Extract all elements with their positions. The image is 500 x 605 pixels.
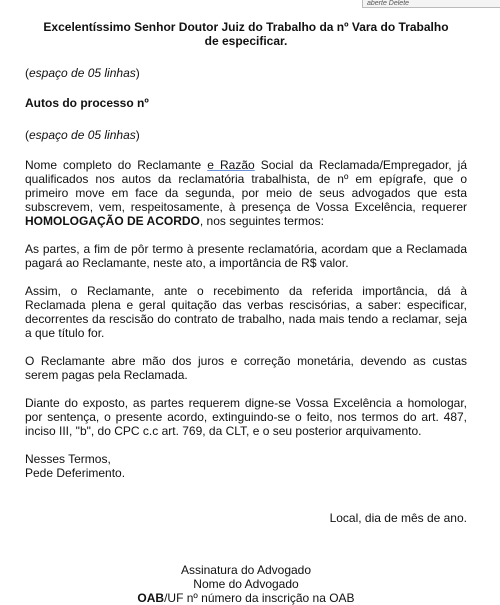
closing-block	[25, 452, 467, 480]
header-line-1: Excelentíssimo Senhor Doutor Juiz do Trabalho da nº Vara do Trabalho	[43, 20, 449, 34]
closing-line-1: Nesses Termos,	[25, 452, 111, 466]
intro-bold-request: HOMOLOGAÇÃO DE ACORDO	[25, 214, 200, 228]
header-line-2: de especificar.	[204, 34, 288, 48]
toolbar-strip: aberte Delete	[362, 0, 500, 8]
signature-line-3	[25, 591, 467, 605]
spacing-note-1-text: espaço de 05 linhas	[29, 66, 136, 80]
oab-text: /UF nº número da inscrição na OAB	[164, 591, 355, 605]
local-date: Local, dia de mês de ano.	[329, 511, 467, 525]
intro-part-a: Nome completo do Reclamante	[25, 158, 208, 172]
paragraph-intro	[25, 158, 467, 228]
spacing-note-1: (espaço de 05 linhas)	[25, 66, 140, 80]
signature-line-2: Nome do Advogado	[193, 577, 299, 591]
closing-line-2: Pede Deferimento.	[25, 466, 126, 480]
signature-block	[25, 563, 467, 605]
paragraph-interest: O Reclamante abre mão dos juros e correção monetária, devendo as custas serem pagas pela Reclamada.	[25, 354, 467, 382]
paragraph-agreement: As partes, a fim de pôr termo à presente reclamatória, acordam que a Reclamada pagará ao Reclamante, neste ato, a importância de R$ valor.	[25, 242, 467, 270]
spacing-note-2-text: espaço de 05 linhas	[29, 128, 136, 142]
intro-underlined-text: e Razão	[207, 158, 255, 172]
paragraph-request: Diante do exposto, as partes requerem digne-se Vossa Excelência a homologar, por sentença, o presente acordo, extinguindo-se o feito, nos termos do art. 487, inciso III, "b", do CPC c.c art. 769, da CLT, e o seu posterior arquivamento.	[25, 396, 467, 438]
paragraph-discharge: Assim, o Reclamante, ante o recebimento da referida importância, dá à Reclamada plena e geral quitação das verbas rescisórias, a saber: especificar, decorrentes da rescisão do contrato de trabalho, nada mais tendo a reclamar, seja a que título for.	[25, 284, 467, 340]
spacing-note-2: (espaço de 05 linhas)	[25, 128, 140, 142]
document-page	[25, 20, 467, 605]
signature-line-1: Assinatura do Advogado	[180, 563, 312, 577]
intro-part-e: , nos seguintes termos:	[199, 214, 324, 228]
oab-label: OAB	[137, 591, 165, 605]
document-header	[25, 20, 467, 48]
intro-part-c: Social da Reclamada/Empregador, já qualificados nos autos da reclamatória trabalhista, de nº em epígrafe, que o primeiro move em face da segunda, por meio de seus advogados que esta subscrevem, vem, respeitosamente, à presença de Vossa Excelência, requerer	[25, 158, 468, 214]
case-title: Autos do processo nº	[25, 96, 149, 110]
